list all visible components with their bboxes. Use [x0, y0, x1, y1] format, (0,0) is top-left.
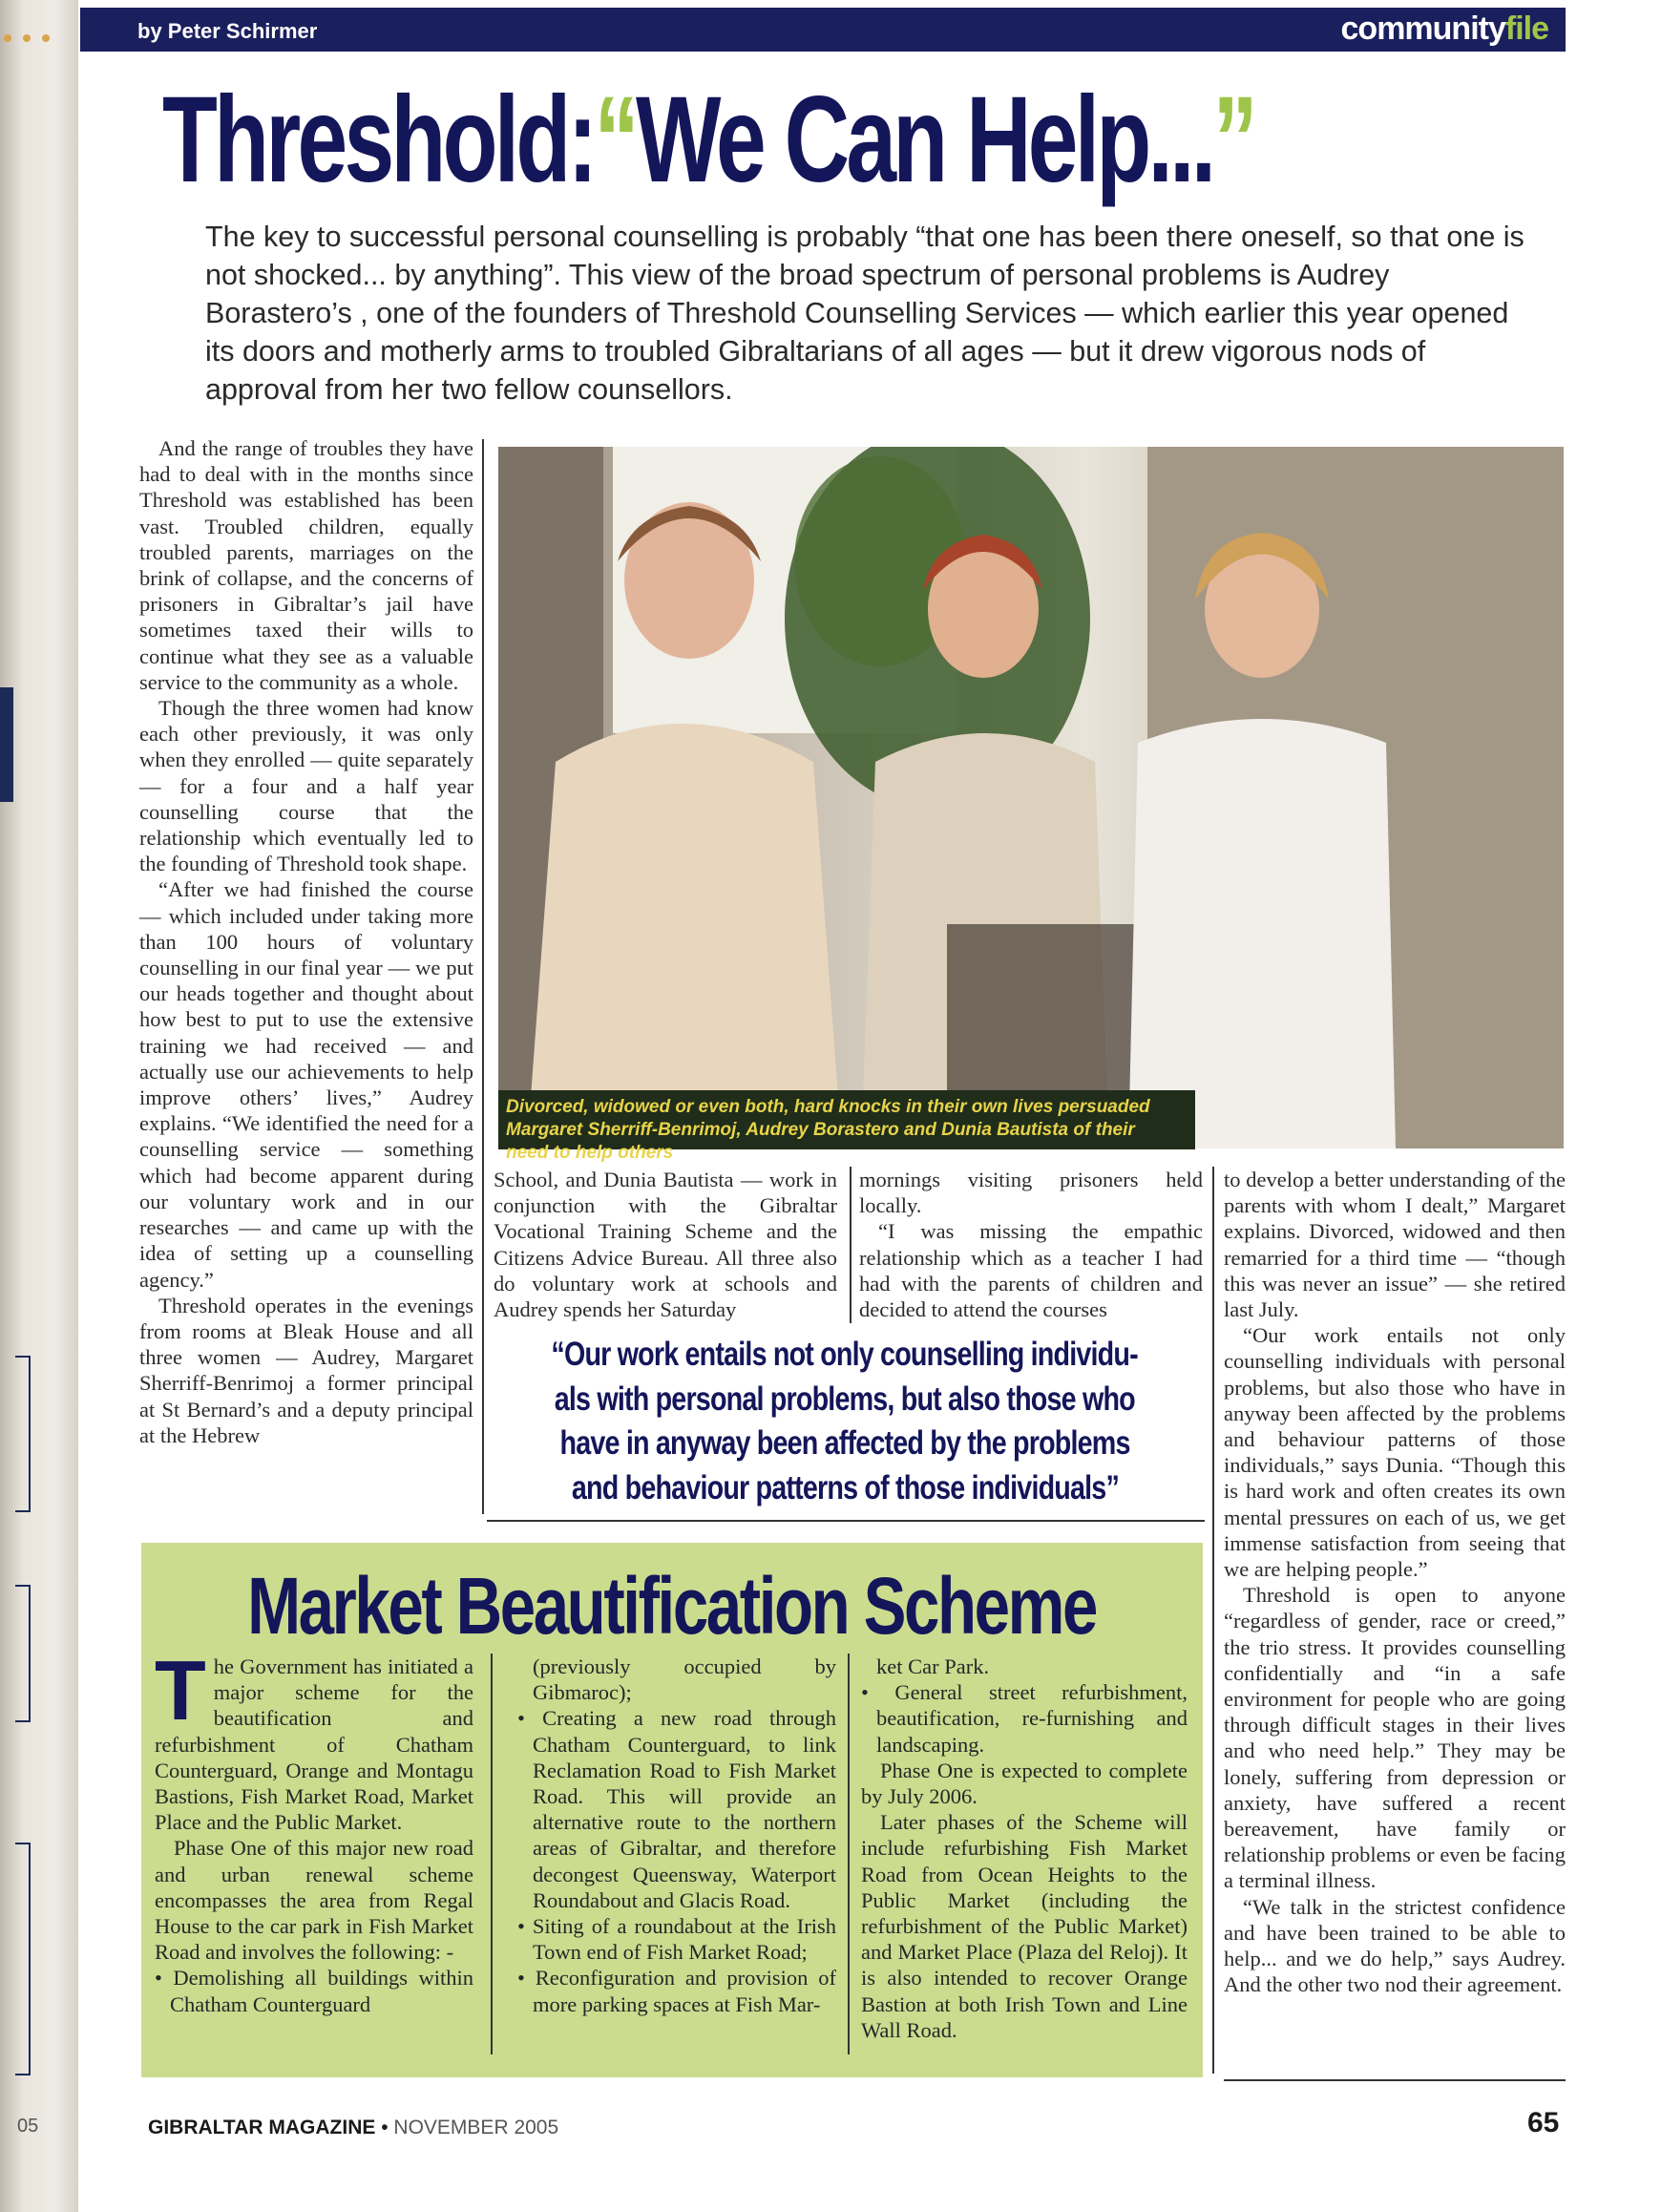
section-tag-file: file	[1504, 11, 1548, 47]
market-paragraph: Later phases of the Scheme will include refurbishing Fish Market Road from Ocean Heights to the Public Market (including the refurbishment of the Public Market) and Market Place (Plaza del Reloj). It is also intended to recover Orange Bastion at both Irish Town and Line Wall Road.	[861, 1810, 1188, 2042]
headline-open-quote: “	[594, 72, 637, 208]
publication-name: GIBRALTAR MAGAZINE	[148, 2117, 376, 2138]
headline-quote: We Can Help...	[636, 72, 1213, 208]
article-paragraph: Though the three women had know each other previously, it was only when they enrolled — quite separately — for a four and a half year counselling course that the relationship which eventually led to the founding of Threshold took shape.	[139, 696, 473, 876]
spine-dot	[42, 34, 50, 42]
article-column-4	[1224, 1167, 1566, 1998]
market-column-3	[861, 1654, 1188, 2043]
article-paragraph: Threshold is open to anyone “regardless of gender, race or creed,” the trio stress. It provides counselling confidentially and “in a safe environment for people who are going through difficult stages in their lives and who need help.” They may be lonely, suffering from depression or anxiety, have suffered a recent bereavement, have family or relationship problems or even be facing a terminal illness.	[1224, 1583, 1566, 1893]
column-rule	[482, 439, 484, 1514]
article-paragraph: “Our work entails not only counselling individuals with personal problems, but also those who have in anyway been affected by the problems and behaviour patterns of those individuals,” says Dunia. “Though this is hard work and often creates its own mental pressures on each of us, we get immense satisfaction from seeing that we are helping people.”	[1224, 1323, 1566, 1582]
column-rule	[850, 1167, 852, 1323]
article-paragraph: mornings visiting prisoners held locally.	[859, 1168, 1203, 1218]
market-paragraph: (previously occupied by Gibmaroc);	[533, 1654, 836, 1705]
horizontal-rule	[1224, 2079, 1566, 2081]
article-column-3	[859, 1167, 1203, 1322]
woman-left-body	[527, 724, 842, 1148]
market-paragraph	[155, 1643, 473, 1835]
previous-page-number: 05	[17, 2116, 39, 2137]
headline	[162, 69, 1255, 212]
woman-right-body	[1128, 719, 1396, 1148]
issue-date: NOVEMBER 2005	[393, 2117, 559, 2138]
article-column-1	[139, 435, 473, 1448]
article-column-2	[494, 1167, 837, 1322]
article-paragraph: Threshold operates in the evenings from rooms at Bleak House and all three women — Audrey, Margaret Sherriff-Benrimoj a former principal at St Bernard’s and a deputy principal at the Hebrew	[139, 1293, 473, 1447]
drop-cap: T	[155, 1643, 206, 1738]
byline: by Peter Schirmer	[137, 19, 318, 43]
spine-mark	[0, 687, 13, 802]
section-tag-community: community	[1340, 11, 1505, 47]
spine-bracket	[15, 1585, 31, 1722]
market-sidebar-box	[141, 1543, 1203, 2077]
article-paragraph: “I was missing the empathic relationship which as a teacher I had had with the parents of children and decided to attend the courses	[859, 1219, 1203, 1322]
pull-quote-line: and behaviour patterns of those individuals”	[571, 1468, 1119, 1506]
pull-quote-line: have in anyway been affected by the problems	[559, 1424, 1130, 1462]
column-rule	[1212, 1167, 1214, 2074]
article-paragraph: “We talk in the strictest confidence and have been trained to be able to help... and we do help,” says Audrey. And the other two nod their agreement.	[1224, 1894, 1566, 1997]
market-column-2	[517, 1654, 836, 2017]
page-spine	[0, 0, 78, 2212]
market-title	[141, 1560, 1203, 1653]
article-paragraph: School, and Dunia Bautista — work in conjunction with the Gibraltar Vocational Training Scheme and the Citizens Advice Bureau. All three also do voluntary work at schools and Audrey spends her Saturday	[494, 1168, 837, 1322]
column-rule	[491, 1654, 493, 2054]
market-column-1	[155, 1643, 473, 2017]
article-paragraph: to develop a better understanding of the parents with whom I dealt,” Margaret explains. Divorced, widowed and then remarried for a third time — “though this was never an issue” — she retired last July.	[1224, 1168, 1566, 1322]
article-photo	[498, 447, 1564, 1148]
horizontal-rule	[487, 1520, 1205, 1522]
column-rule	[848, 1654, 850, 2054]
market-paragraph: Phase One of this major new road and urban renewal scheme encompasses the area from Regal House to the car park in Fish Market Road and involves the following: -	[155, 1836, 473, 1965]
market-bullet: • Creating a new road through Chatham Counterguard, to link Reclamation Road to Fish Market Road. This will provide an alternative route to the northern areas of Gibraltar, and therefore decongest Queensway, Waterport Roundabout and Glacis Road.	[517, 1706, 836, 1912]
market-bullet: • Reconfiguration and provision of more parking spaces at Fish Mar-	[517, 1966, 836, 2016]
standfirst: The key to successful personal counselling is probably “that one has been there oneself, so that one is not shocked... by anything”. This view of the broad spectrum of personal problems is Audrey Borastero’s , one of the founders of Threshold Counselling Services — which earlier this year opened its doors and motherly arms to troubled Gibraltarians of all ages — but it drew vigorous nods of approval from her two fellow counsellors.	[205, 221, 1524, 406]
headline-close-quote: ”	[1212, 72, 1255, 208]
footer-separator: •	[381, 2117, 389, 2138]
section-tag	[1341, 11, 1548, 48]
footer-publication	[148, 2117, 558, 2139]
pull-quote-line: als with personal problems, but also those who	[554, 1380, 1136, 1418]
spine-dot	[4, 34, 11, 42]
pull-quote-line: “Our work entails not only counselling individu-	[551, 1336, 1139, 1373]
spine-bracket	[15, 1843, 31, 2075]
photo-illustration	[498, 447, 1564, 1148]
article-paragraph: “After we had finished the course — which included under taking more than 100 hours of voluntary counselling in our final year — we put our heads together and thought about how best to put to use the extensive training we had received — and actually use our achievements to help improve others’ lives,” Audrey explains. “We identified the need for a counselling service — something which had become apparent during our voluntary work and in our researches — and came up with the idea of setting up a counselling agency.”	[139, 877, 473, 1292]
market-paragraph: Phase One is expected to complete by July 2006.	[861, 1758, 1188, 1809]
market-paragraph-text: he Government has initiated a major scheme for the beautification and refurbishment of Chatham Counterguard, Orange and Montagu Bastions, Fish Market Road, Market Place and the Public Market.	[155, 1654, 473, 1835]
market-bullet: • Demolishing all buildings within Chatham Counterguard	[155, 1966, 473, 2016]
photo-caption-box	[498, 1090, 1195, 1163]
article-paragraph: And the range of troubles they have had to deal with in the months since Threshold was established has been vast. Troubled children, equally troubled parents, marriages on the brink of collapse, and the concerns of prisoners in Gibraltar’s jail have sometimes taxed their wills to continue what they see as a valuable service to the community as a whole.	[139, 436, 473, 694]
market-bullet: • General street refurbishment, beautification, re-furnishing and landscaping.	[861, 1680, 1188, 1757]
pull-quote	[487, 1333, 1203, 1510]
photo-caption: Divorced, widowed or even both, hard knocks in their own lives persuaded Margaret Sherriff-Benrimoj, Audrey Borastero and Dunia Bautista of their need to help others	[506, 1097, 1150, 1163]
market-title-text: Market Beautification Scheme	[247, 1561, 1097, 1651]
spine-bracket	[15, 1356, 31, 1512]
headline-main: Threshold:	[162, 72, 595, 208]
spine-dot	[23, 34, 31, 42]
page-number: 65	[1527, 2107, 1560, 2138]
market-bullet: • Siting of a roundabout at the Irish Town end of Fish Market Road;	[517, 1914, 836, 1965]
market-paragraph: ket Car Park.	[876, 1654, 990, 1678]
header-bar	[80, 8, 1566, 52]
